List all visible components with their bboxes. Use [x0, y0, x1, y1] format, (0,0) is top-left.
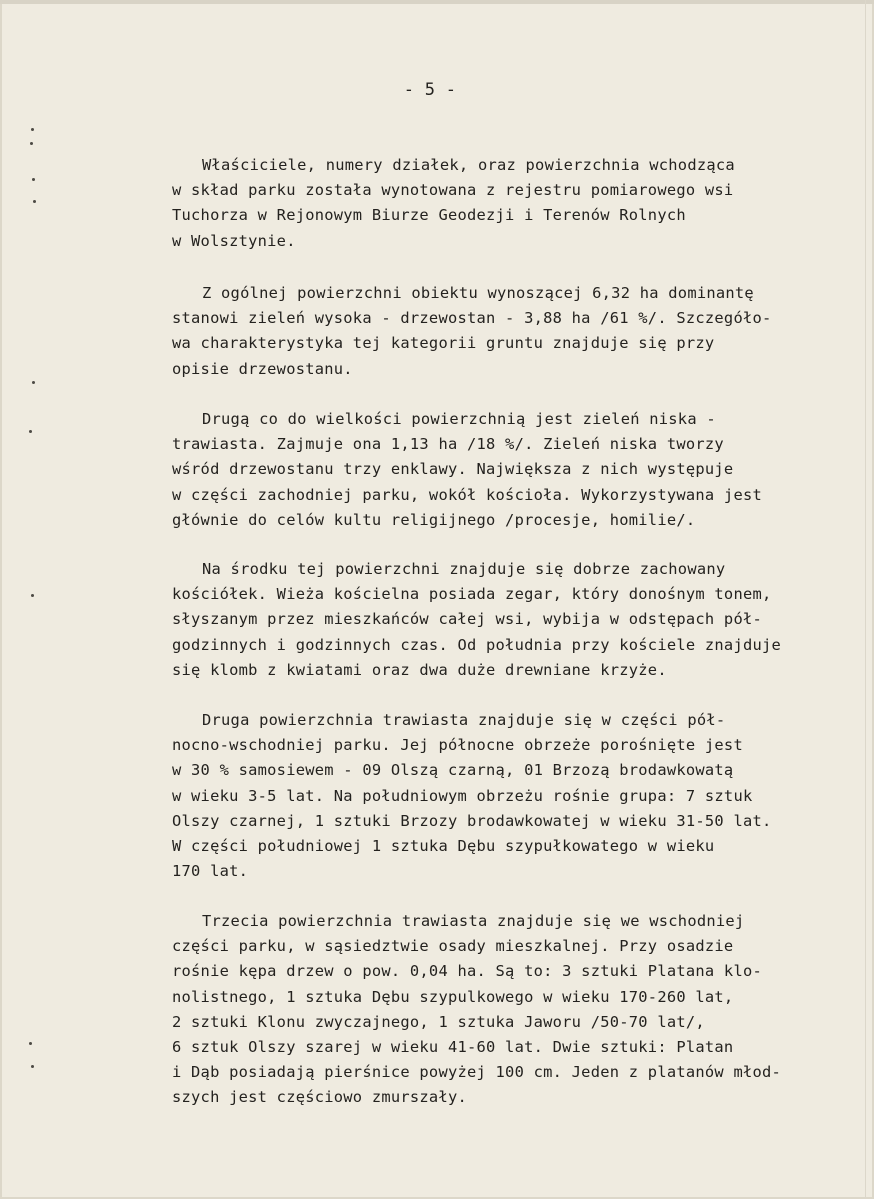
text-line: rośnie kępa drzew o pow. 0,04 ha. Są to: 3 sztuki Platana klo-: [172, 962, 762, 981]
top-edge-rule: [0, 0, 874, 4]
text-line: i Dąb posiadają pierśnice powyżej 100 cm. Jeden z platanów młod-: [172, 1063, 782, 1082]
paragraph-total-area: [172, 281, 862, 382]
text-line: 6 sztuk Olszy szarej w wieku 41-60 lat. Dwie sztuki: Platan: [172, 1037, 734, 1056]
margin-speck: [29, 1042, 32, 1045]
right-edge-rule: [865, 0, 866, 1199]
text-line: nocno-wschodniej parku. Jej północne obrzeże porośnięte jest: [172, 736, 743, 755]
text-line: godzinnych i godzinnych czas. Od południa przy kościele znajduje: [172, 635, 782, 654]
paragraph-third-grass-area: [172, 909, 862, 1111]
text-line: w Wolsztynie.: [172, 231, 296, 250]
margin-speck: [32, 381, 35, 384]
page-number: - 5 -: [403, 80, 457, 100]
text-line: się klomb z kwiatami oraz dwa duże drewniane krzyże.: [172, 660, 667, 679]
text-line: w wieku 3-5 lat. Na południowym obrzeżu rośnie grupa: 7 sztuk: [172, 786, 753, 805]
text-line: Trzecia powierzchnia trawiasta znajduje się we wschodniej: [202, 912, 745, 930]
text-line: kościółek. Wieża kościelna posiada zegar, który donośnym tonem,: [172, 585, 772, 604]
text-line: nolistnego, 1 sztuka Dębu szypulkowego w wieku 170-260 lat,: [172, 987, 734, 1006]
text-line: Na środku tej powierzchni znajduje się dobrze zachowany: [202, 560, 726, 578]
text-line: Z ogólnej powierzchni obiektu wynoszącej 6,32 ha dominantę: [202, 284, 754, 302]
text-line: 2 sztuki Klonu zwyczajnego, 1 sztuka Jaworu /50-70 lat/,: [172, 1012, 705, 1031]
margin-speck: [31, 594, 34, 597]
text-line: opisie drzewostanu.: [172, 359, 353, 378]
paragraph-second-grass-area: [172, 708, 862, 884]
text-line: Właściciele, numery działek, oraz powierzchnia wchodząca: [202, 156, 735, 174]
text-line: Druga powierzchnia trawiasta znajduje się w części pół-: [202, 711, 726, 729]
text-line: Olszy czarnej, 1 sztuki Brzozy brodawkowatej w wieku 31-50 lat.: [172, 811, 772, 830]
text-line: 170 lat.: [172, 862, 249, 881]
text-line: słyszanym przez mieszkańców całej wsi, wybija w odstępach pół-: [172, 610, 762, 629]
margin-speck: [32, 178, 35, 181]
margin-speck: [31, 1065, 34, 1068]
text-line: w 30 % samosiewem - 09 Olszą czarną, 01 Brzozą brodawkowatą: [172, 761, 734, 780]
text-line: W części południowej 1 sztuka Dębu szypułkowatego w wieku: [172, 836, 715, 855]
text-line: głównie do celów kultu religijnego /procesje, homilie/.: [172, 510, 696, 529]
text-line: części parku, w sąsiedztwie osady mieszkalnej. Przy osadzie: [172, 937, 734, 956]
text-line: wa charakterystyka tej kategorii gruntu znajduje się przy: [172, 334, 715, 353]
text-line: w części zachodniej parku, wokół kościoła. Wykorzystywana jest: [172, 485, 762, 504]
margin-speck: [31, 128, 34, 131]
margin-speck: [30, 142, 33, 145]
text-line: trawiasta. Zajmuje ona 1,13 ha /18 %/. Zieleń niska tworzy: [172, 435, 724, 454]
text-line: Drugą co do wielkości powierzchnią jest zieleń niska -: [202, 410, 716, 428]
paragraph-owners-register: [172, 153, 862, 254]
text-line: Tuchorza w Rejonowym Biurze Geodezji i Terenów Rolnych: [172, 206, 686, 225]
text-line: stanowi zieleń wysoka - drzewostan - 3,88 ha /61 %/. Szczegóło-: [172, 309, 772, 328]
text-line: w skład parku została wynotowana z rejestru pomiarowego wsi: [172, 181, 734, 200]
margin-speck: [29, 430, 32, 433]
paragraph-church: [172, 557, 862, 683]
text-line: wśród drzewostanu trzy enklawy. Największa z nich występuje: [172, 460, 734, 479]
text-line: szych jest częściowo zmurszały.: [172, 1088, 467, 1107]
margin-speck: [33, 200, 36, 203]
paragraph-low-greenery: [172, 407, 862, 533]
